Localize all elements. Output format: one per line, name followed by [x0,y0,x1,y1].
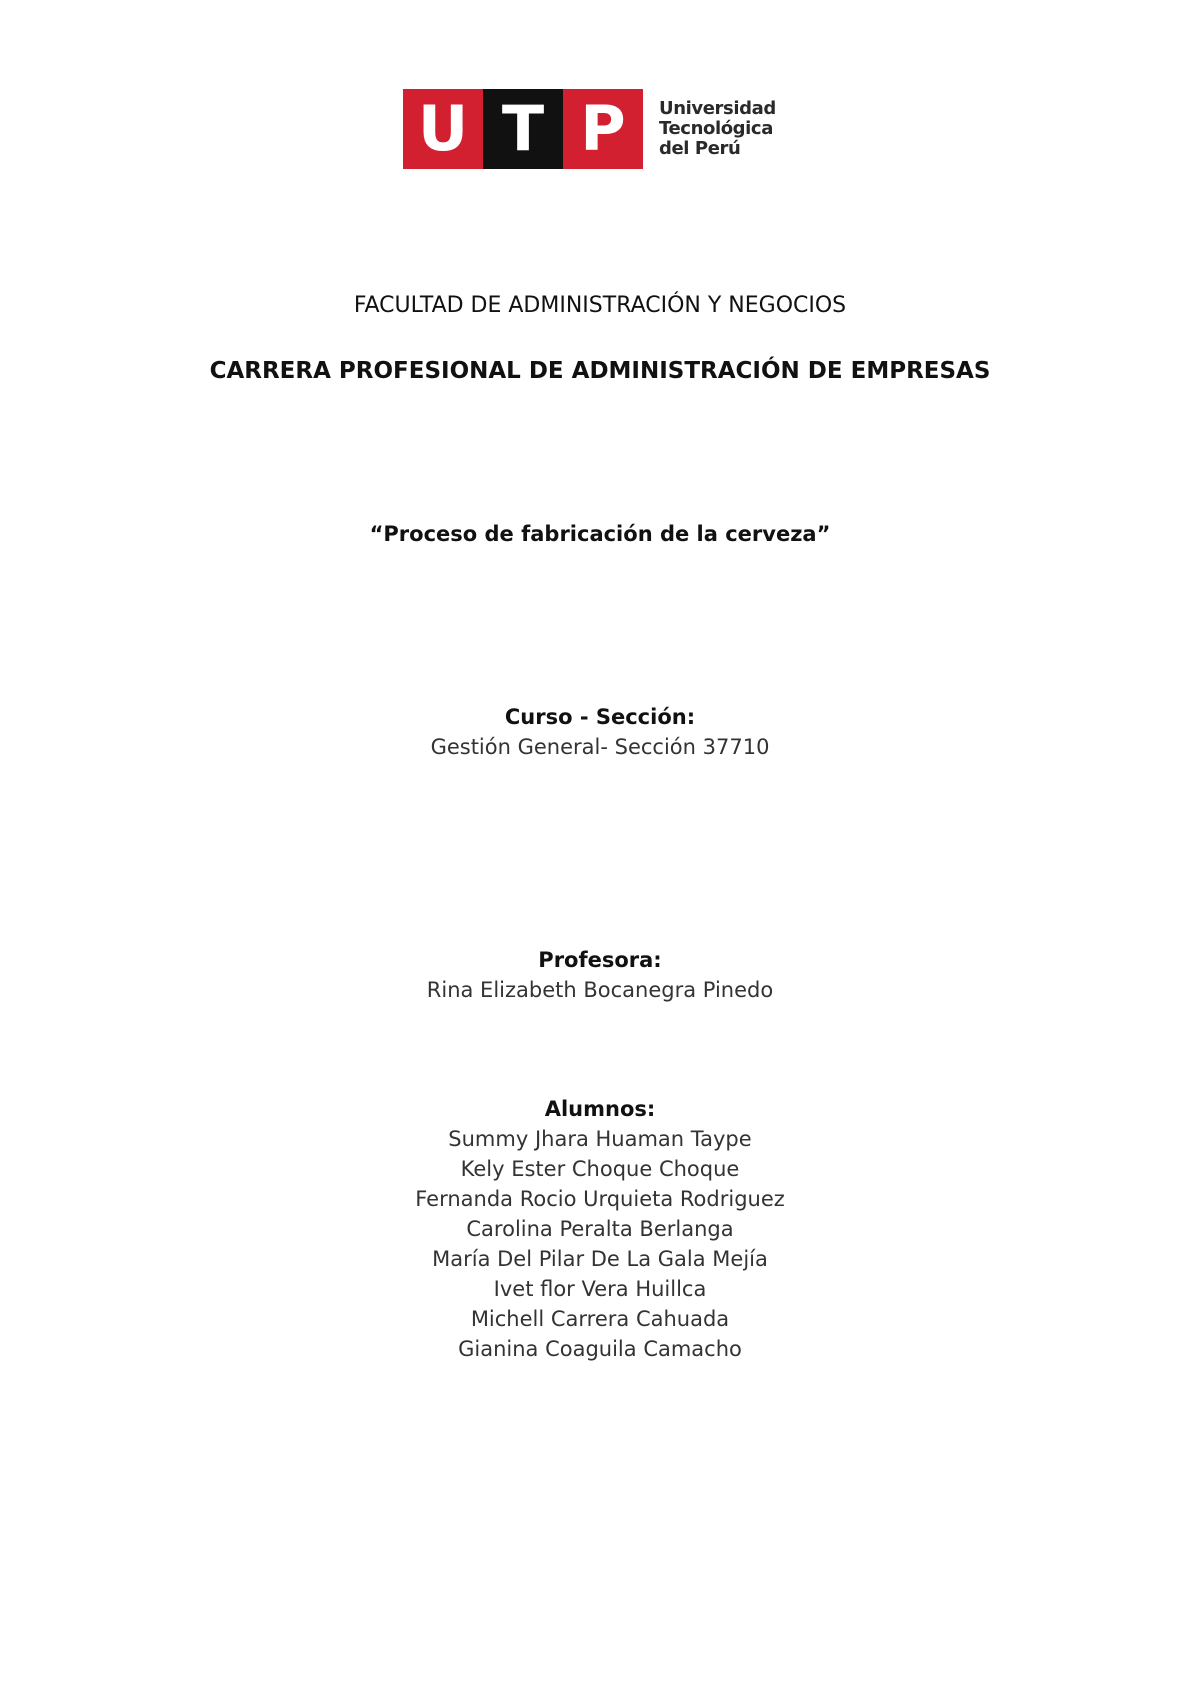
student-name: Ivet flor Vera Huillca [493,1277,707,1301]
student-name: Carolina Peralta Berlanga [466,1217,734,1241]
student-name: Fernanda Rocio Urquieta Rodriguez [415,1187,785,1211]
logo-letter-t: T [483,89,563,169]
course-value: Gestión General- Sección 37710 [430,735,770,759]
logo-text-line-1: Universidad [659,98,776,119]
student-name: Michell Carrera Cahuada [470,1307,730,1331]
logo-text-line-3: del Perú [659,138,741,159]
student-name: Kely Ester Choque Choque [460,1157,740,1181]
student-name: María Del Pilar De La Gala Mejía [432,1247,768,1271]
course-label: Curso - Sección: [504,705,696,729]
logo-letter-p: P [563,89,643,169]
student-name: Gianina Coaguila Camacho [458,1337,742,1361]
student-name: Summy Jhara Huaman Taype [448,1127,752,1151]
students-label: Alumnos: [544,1097,656,1121]
teacher-name: Rina Elizabeth Bocanegra Pinedo [426,978,774,1002]
logo-text-line-2: Tecnológica [659,118,773,139]
document-title: “Proceso de fabricación de la cerveza” [369,522,831,546]
career-heading: CARRERA PROFESIONAL DE ADMINISTRACIÓN DE EMPRESAS [209,358,991,384]
teacher-block [0,945,1200,1005]
course-section-block [0,702,1200,762]
teacher-label: Profesora: [538,948,662,972]
logo-letter-u: U [403,89,483,169]
logo-university-name [659,99,776,159]
students-block [0,1094,1200,1364]
utp-logo [403,89,776,169]
faculty-heading: FACULTAD DE ADMINISTRACIÓN Y NEGOCIOS [353,293,847,318]
